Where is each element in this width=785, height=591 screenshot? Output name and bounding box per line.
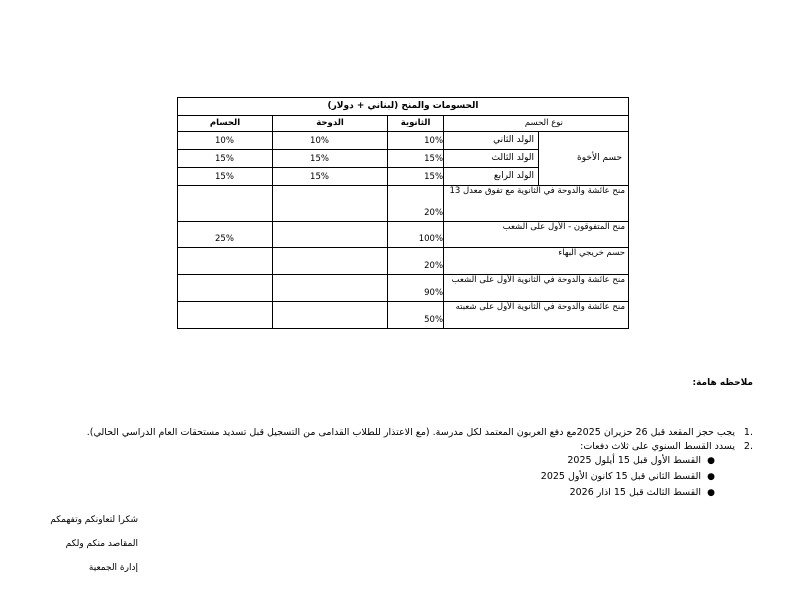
installment-text: القسط الثالث قبل 15 اذار 2026: [569, 487, 701, 498]
note-item: [53, 426, 753, 440]
hosam-value: [178, 248, 273, 275]
installment-item: [53, 469, 753, 485]
note-text: يجب حجز المقعد قبل 26 حزيران 2025مع دفع العربون المعتمد لكل مدرسة. (مع الاعتذار للطلاب القدامى من التسجيل قبل تسديد مستحقات العام الدراسي الحالي).: [86, 427, 735, 438]
secondary-value: 20%: [388, 186, 444, 222]
sibling-label: الولد الثاني: [444, 132, 539, 150]
row-label: منح المتفوقون - الأول على الشعب: [444, 222, 629, 248]
closing-block: [38, 515, 138, 587]
row-label: منح عائشة والدوحة في الثانوية مع تفوق معدل 13: [444, 186, 629, 222]
doha-value: [273, 186, 388, 222]
doha-value: 15%: [273, 168, 388, 186]
bullet-icon: ●: [707, 472, 715, 482]
note-item: [53, 440, 753, 454]
secondary-value: 90%: [388, 275, 444, 302]
table-row: [178, 302, 629, 329]
doha-value: [273, 222, 388, 248]
row-label: منح عائشة والدوحة في الثانوية الأول على الشعب: [444, 275, 629, 302]
secondary-value: 15%: [388, 150, 444, 168]
notes-list: [53, 426, 753, 501]
installment-item: [53, 453, 753, 469]
secondary-value: 15%: [388, 168, 444, 186]
note-number: .2: [743, 440, 753, 452]
table-row: [178, 186, 629, 222]
table-row: [178, 275, 629, 302]
secondary-value: 20%: [388, 248, 444, 275]
hosam-value: 25%: [178, 222, 273, 248]
doha-value: [273, 248, 388, 275]
secondary-value: 10%: [388, 132, 444, 150]
hosam-value: 15%: [178, 168, 273, 186]
sibling-discount-label: حسم الأخوة: [539, 132, 629, 186]
sibling-label: الولد الرابع: [444, 168, 539, 186]
notes-title: ملاحظه هامة:: [692, 378, 753, 388]
bullet-icon: ●: [707, 456, 715, 466]
header-hosam: الحسام: [178, 116, 273, 132]
hosam-value: [178, 186, 273, 222]
hosam-value: 15%: [178, 150, 273, 168]
sibling-label: الولد الثالث: [444, 150, 539, 168]
discounts-table: [177, 97, 629, 329]
table-title: الحسومات والمنح (لبناني + دولار): [178, 98, 629, 116]
closing-slogan: المقاصد منكم ولكم: [65, 539, 138, 549]
installment-text: القسط الثاني قبل 15 كانون الأول 2025: [540, 471, 701, 482]
header-secondary: الثانوية: [388, 116, 444, 132]
closing-thanks: شكرا لتعاونكم وتفهمكم: [50, 515, 138, 525]
row-label: منح عائشة والدوحة في الثانوية الأول على شعبته: [444, 302, 629, 329]
table-row: [178, 248, 629, 275]
row-label: حسم خريجي البهاء: [444, 248, 629, 275]
note-number: .1: [743, 427, 753, 438]
installment-text: القسط الأول قبل 15 أيلول 2025: [567, 455, 701, 466]
bullet-icon: ●: [707, 488, 715, 498]
closing-signature: إدارة الجمعية: [88, 563, 138, 573]
hosam-value: [178, 275, 273, 302]
table-row: [178, 222, 629, 248]
doha-value: 15%: [273, 150, 388, 168]
doha-value: [273, 275, 388, 302]
installment-item: [53, 485, 753, 501]
header-discount-type: نوع الحسم: [444, 116, 629, 132]
secondary-value: 100%: [388, 222, 444, 248]
table-row: [178, 132, 629, 150]
header-doha: الدوحة: [273, 116, 388, 132]
hosam-value: [178, 302, 273, 329]
note-text: يسدد القسط السنوي على ثلاث دفعات:: [580, 440, 735, 452]
secondary-value: 50%: [388, 302, 444, 329]
doha-value: [273, 302, 388, 329]
hosam-value: 10%: [178, 132, 273, 150]
doha-value: 10%: [273, 132, 388, 150]
